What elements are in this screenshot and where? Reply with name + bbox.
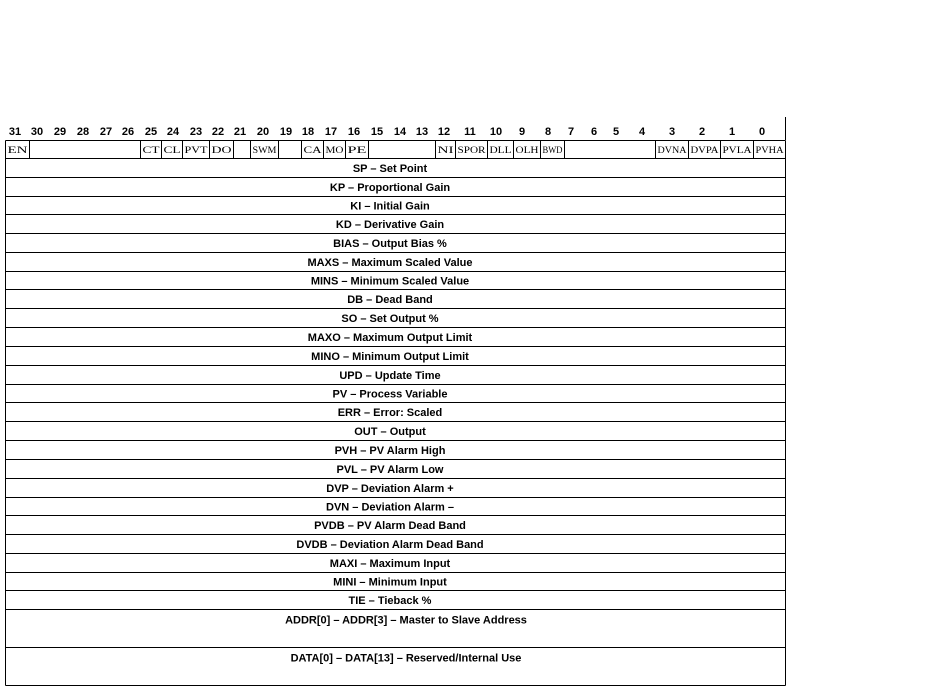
- status-flag-pvt: PVT: [184, 145, 209, 155]
- bit-number-label: 2: [698, 126, 706, 138]
- status-flag-pvla: PVLA: [722, 145, 753, 155]
- bit-number-label: 4: [638, 126, 646, 138]
- register-word-label: SO – Set Output %: [341, 313, 439, 325]
- bit-number-label: 22: [211, 126, 225, 138]
- bit-number-label: 12: [437, 126, 451, 138]
- register-word-label: MINS – Minimum Scaled Value: [310, 275, 470, 288]
- register-word-label: DVP – Deviation Alarm +: [326, 483, 454, 495]
- register-word-label: PVL – PV Alarm Low: [336, 464, 444, 476]
- bit-number-label: 0: [758, 126, 766, 138]
- register-word-label: ADDR[0] – ADDR[3] – Master to Slave Address: [285, 614, 527, 627]
- bit-number-label: 10: [489, 126, 503, 138]
- register-word-label: SP – Set Point: [352, 163, 428, 175]
- bit-number-label: 23: [189, 126, 203, 138]
- bit-number-label: 18: [301, 126, 315, 138]
- register-word-label: MAXI – Maximum Input: [329, 558, 451, 570]
- bit-number-label: 16: [347, 126, 361, 138]
- register-word-label: MAXO – Maximum Output Limit: [307, 332, 473, 344]
- status-flag-dll: DLL: [489, 145, 512, 155]
- status-flag-ct: CT: [142, 145, 161, 155]
- status-flag-mo: MO: [325, 145, 345, 155]
- bit-number-label: 27: [99, 126, 113, 138]
- bit-number-label: 9: [518, 126, 526, 138]
- bit-number-label: 26: [121, 126, 135, 138]
- status-flag-bwd: BWD: [542, 145, 563, 155]
- status-flag-do: DO: [211, 145, 233, 155]
- register-word-label: UPD – Update Time: [339, 370, 441, 382]
- bit-number-label: 21: [233, 126, 247, 138]
- register-word-label: MAXS – Maximum Scaled Value: [307, 257, 473, 269]
- register-word-label: DB – Dead Band: [347, 294, 433, 306]
- register-word-label: PVDB – PV Alarm Dead Band: [314, 520, 466, 532]
- status-flag-dvpa: DVPA: [690, 145, 720, 155]
- bit-number-label: 25: [144, 126, 158, 138]
- register-word-label: ERR – Error: Scaled: [337, 407, 443, 419]
- bit-number-label: 1: [728, 126, 736, 138]
- register-word-label: DATA[0] – DATA[13] – Reserved/Internal Use: [290, 652, 522, 665]
- status-flag-olh: OLH: [515, 145, 540, 155]
- status-flag-dvna: DVNA: [657, 145, 688, 155]
- bit-number-label: 5: [612, 126, 620, 138]
- register-word-label: PVH – PV Alarm High: [334, 445, 446, 457]
- register-word-label: DVDB – Deviation Alarm Dead Band: [296, 539, 484, 551]
- status-flag-ni: NI: [437, 145, 454, 155]
- status-flag-pvha: PVHA: [755, 145, 785, 155]
- register-word-label: DVN – Deviation Alarm –: [326, 501, 454, 514]
- bit-number-label: 19: [279, 126, 293, 138]
- bit-number-label: 14: [393, 126, 407, 138]
- status-flag-pe: PE: [347, 145, 368, 155]
- bit-number-label: 8: [544, 126, 552, 138]
- status-flag-spor: SPOR: [457, 145, 486, 155]
- register-word-label: KP – Proportional Gain: [329, 182, 451, 194]
- bit-number-label: 3: [668, 126, 676, 138]
- register-word-label: BIAS – Output Bias %: [333, 238, 447, 250]
- register-word-label: MINI – Minimum Input: [333, 576, 447, 589]
- bit-number-label: 20: [256, 126, 270, 138]
- register-word-label: KI – Initial Gain: [350, 200, 430, 213]
- register-word-label: TIE – Tieback %: [348, 595, 432, 607]
- register-word-label: MINO – Minimum Output Limit: [311, 351, 469, 363]
- bit-number-label: 11: [464, 126, 476, 138]
- bit-number-label: 7: [567, 126, 575, 138]
- bit-number-label: 6: [590, 126, 598, 138]
- bit-number-label: 17: [324, 126, 338, 138]
- bit-number-label: 24: [166, 126, 180, 138]
- bit-number-label: 29: [53, 126, 67, 138]
- status-flag-en: EN: [7, 145, 29, 155]
- bit-number-label: 31: [8, 126, 22, 138]
- status-flag-cl: CL: [163, 145, 181, 155]
- register-word-label: KD – Derivative Gain: [335, 219, 445, 231]
- bit-number-label: 13: [415, 126, 429, 138]
- register-word-label: OUT – Output: [354, 426, 426, 438]
- status-flag-swm: SWM: [252, 145, 277, 155]
- status-flag-ca: CA: [303, 145, 323, 155]
- bit-number-label: 28: [76, 126, 90, 138]
- bit-number-label: 30: [30, 126, 44, 138]
- bit-number-label: 15: [370, 126, 384, 138]
- register-word-label: PV – Process Variable: [332, 388, 448, 401]
